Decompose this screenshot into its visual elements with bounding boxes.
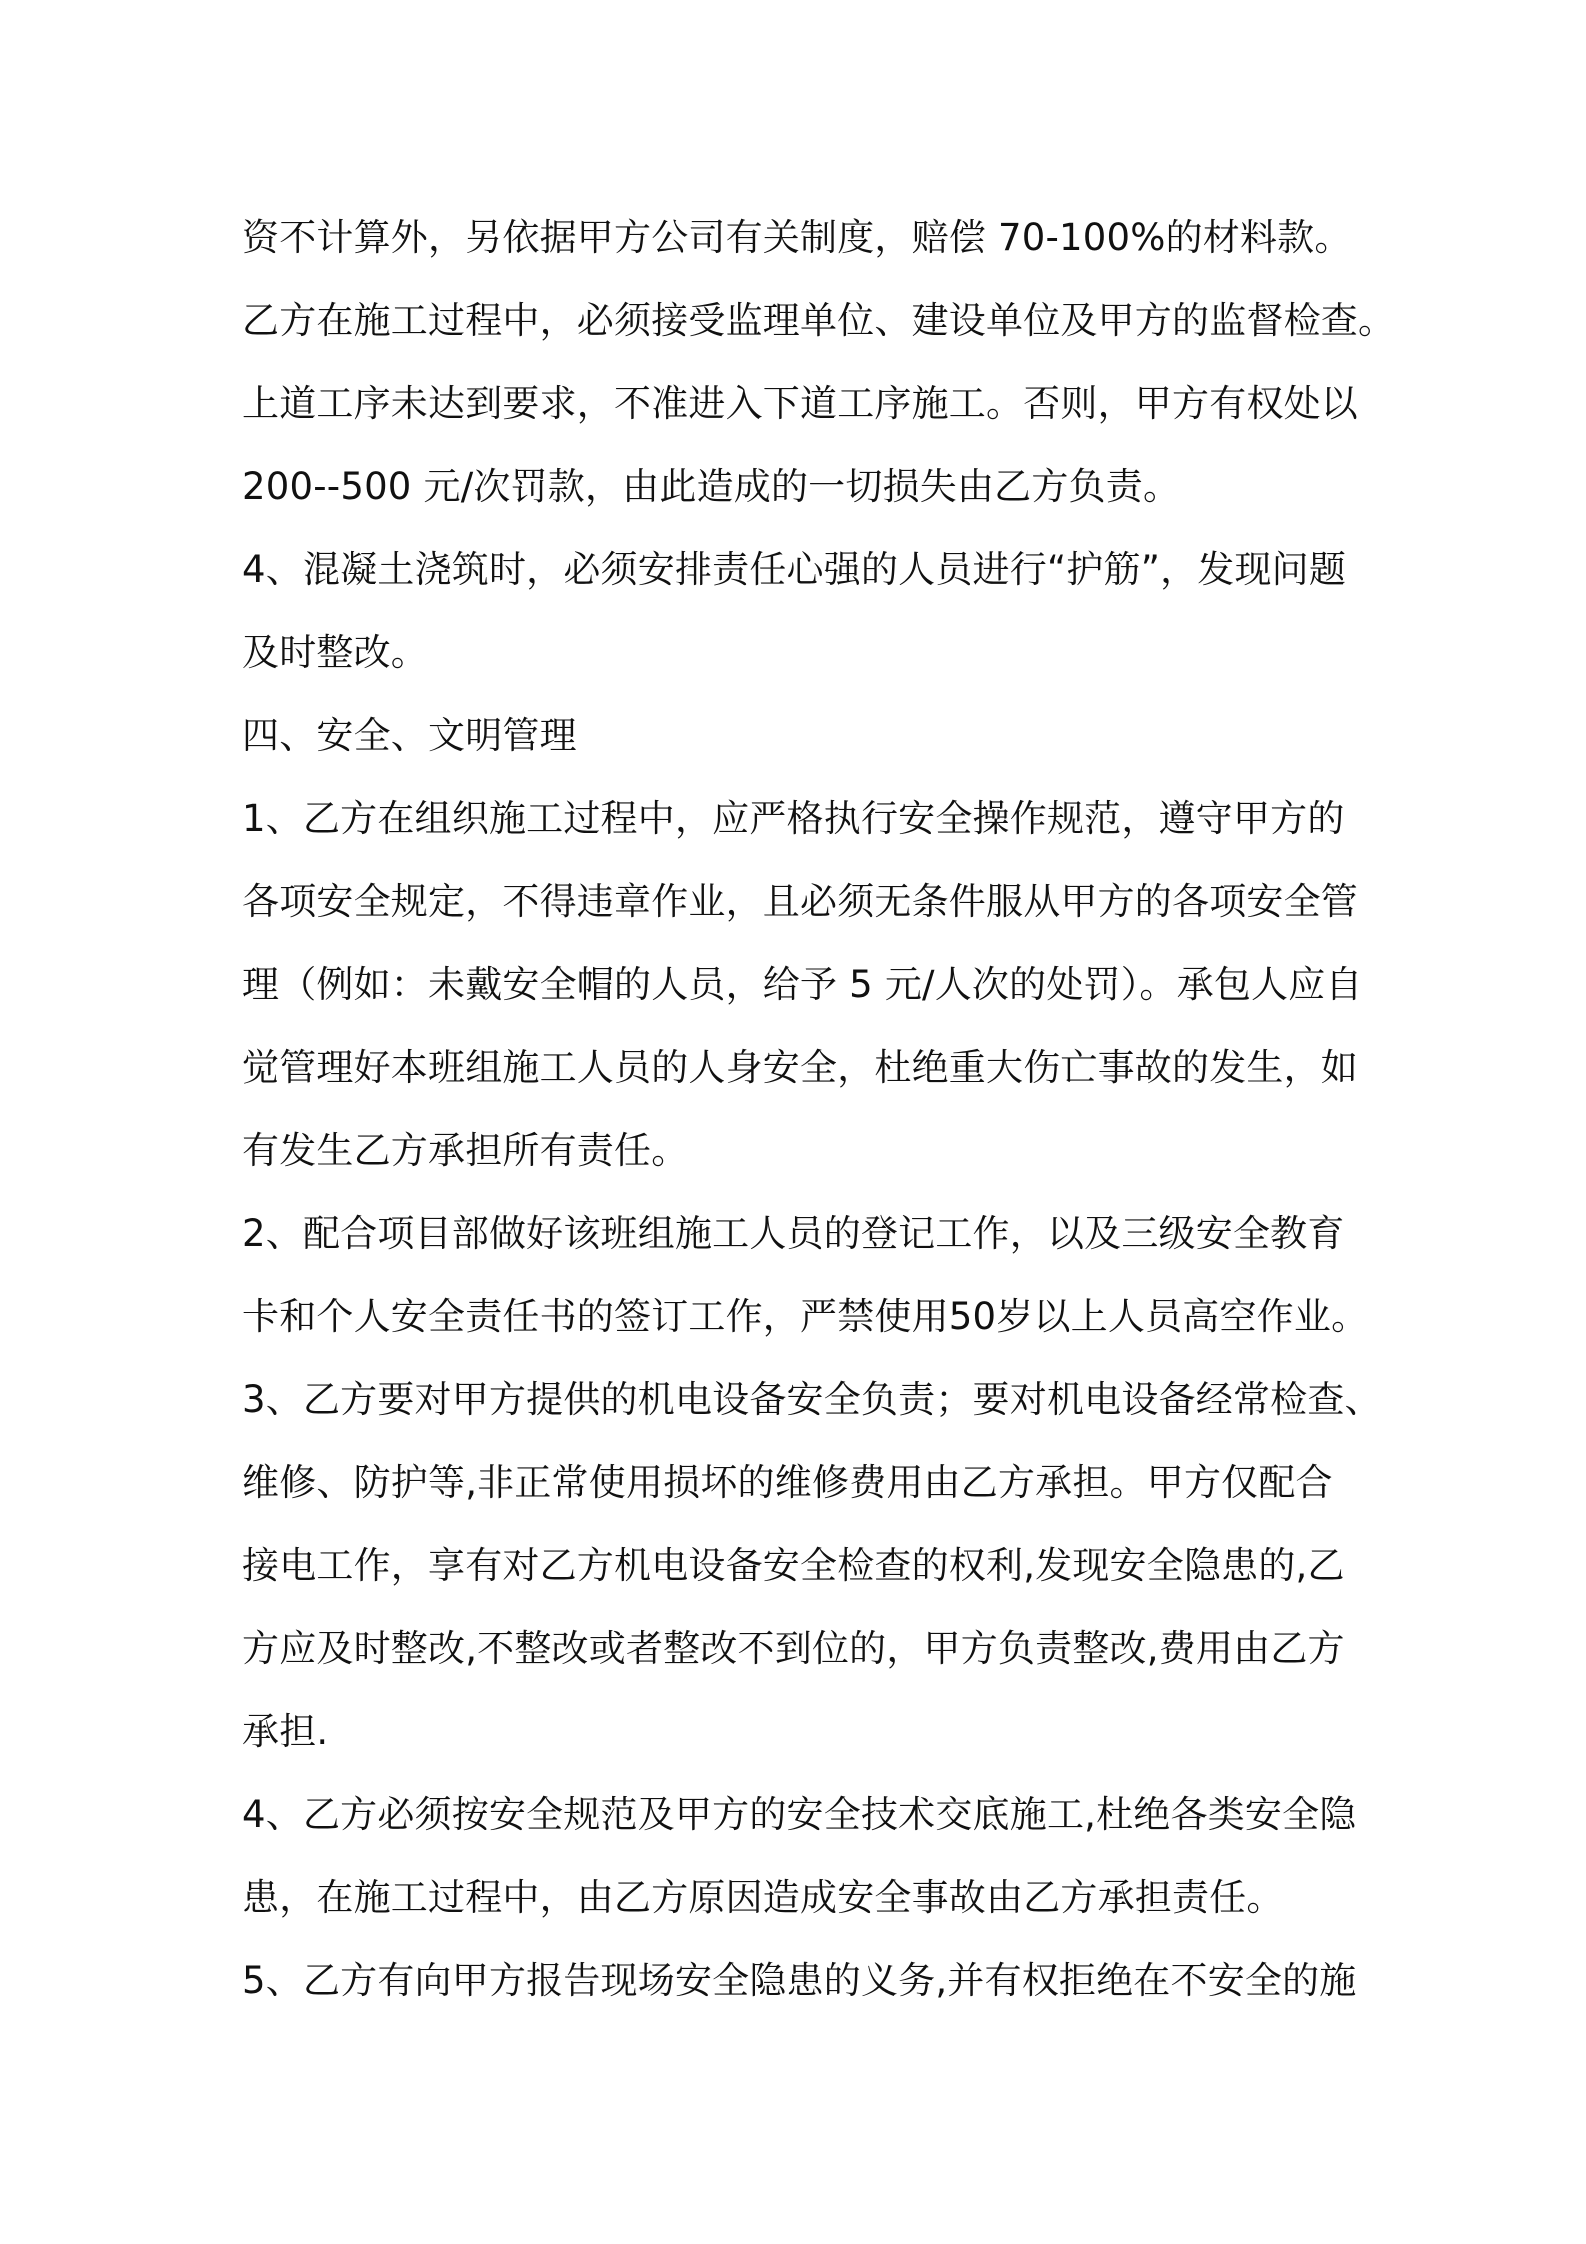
text-line: 方应及时整改,不整改或者整改不到位的，甲方负责整改,费用由乙方 <box>242 1627 1345 1670</box>
text-line: 资不计算外，另依据甲方公司有关制度，赔偿 70-100%的材料款。 <box>242 216 1352 259</box>
text-line: 2、配合项目部做好该班组施工人员的登记工作，以及三级安全教育 <box>242 1212 1345 1255</box>
text-line: 及时整改。 <box>242 631 428 674</box>
text-line: 觉管理好本班组施工人员的人身安全，杜绝重大伤亡事故的发生，如 <box>242 1046 1358 1089</box>
text-line: 理（例如：未戴安全帽的人员，给予 5 元/人次的处罚）。承包人应自 <box>242 963 1363 1006</box>
text-line: 3、乙方要对甲方提供的机电设备安全负责；要对机电设备经常检查、 <box>242 1378 1382 1421</box>
text-line: 承担. <box>242 1710 329 1753</box>
text-line: 卡和个人安全责任书的签订工作，严禁使用50岁以上人员高空作业。 <box>242 1295 1369 1338</box>
text-line: 乙方在施工过程中，必须接受监理单位、建设单位及甲方的监督检查。 <box>242 299 1396 342</box>
text-line: 接电工作，享有对乙方机电设备安全检查的权利,发现安全隐患的,乙 <box>242 1544 1345 1587</box>
text-line: 200--500 元/次罚款，由此造成的一切损失由乙方负责。 <box>242 465 1181 508</box>
text-line: 5、乙方有向甲方报告现场安全隐患的义务,并有权拒绝在不安全的施 <box>242 1959 1357 2002</box>
section-heading: 四、安全、文明管理 <box>242 714 577 757</box>
text-line: 4、乙方必须按安全规范及甲方的安全技术交底施工,杜绝各类安全隐 <box>242 1793 1357 1836</box>
text-line: 上道工序未达到要求，不准进入下道工序施工。否则，甲方有权处以 <box>242 382 1358 425</box>
text-line: 1、乙方在组织施工过程中，应严格执行安全操作规范，遵守甲方的 <box>242 797 1345 840</box>
text-line: 4、混凝土浇筑时，必须安排责任心强的人员进行“护筋”，发现问题 <box>242 548 1347 591</box>
text-line: 患，在施工过程中，由乙方原因造成安全事故由乙方承担责任。 <box>242 1876 1284 1919</box>
document-body <box>242 196 1396 2022</box>
text-line: 有发生乙方承担所有责任。 <box>242 1129 689 1172</box>
text-line: 维修、防护等,非正常使用损坏的维修费用由乙方承担。甲方仅配合 <box>242 1461 1333 1504</box>
text-line: 各项安全规定，不得违章作业，且必须无条件服从甲方的各项安全管 <box>242 880 1358 923</box>
